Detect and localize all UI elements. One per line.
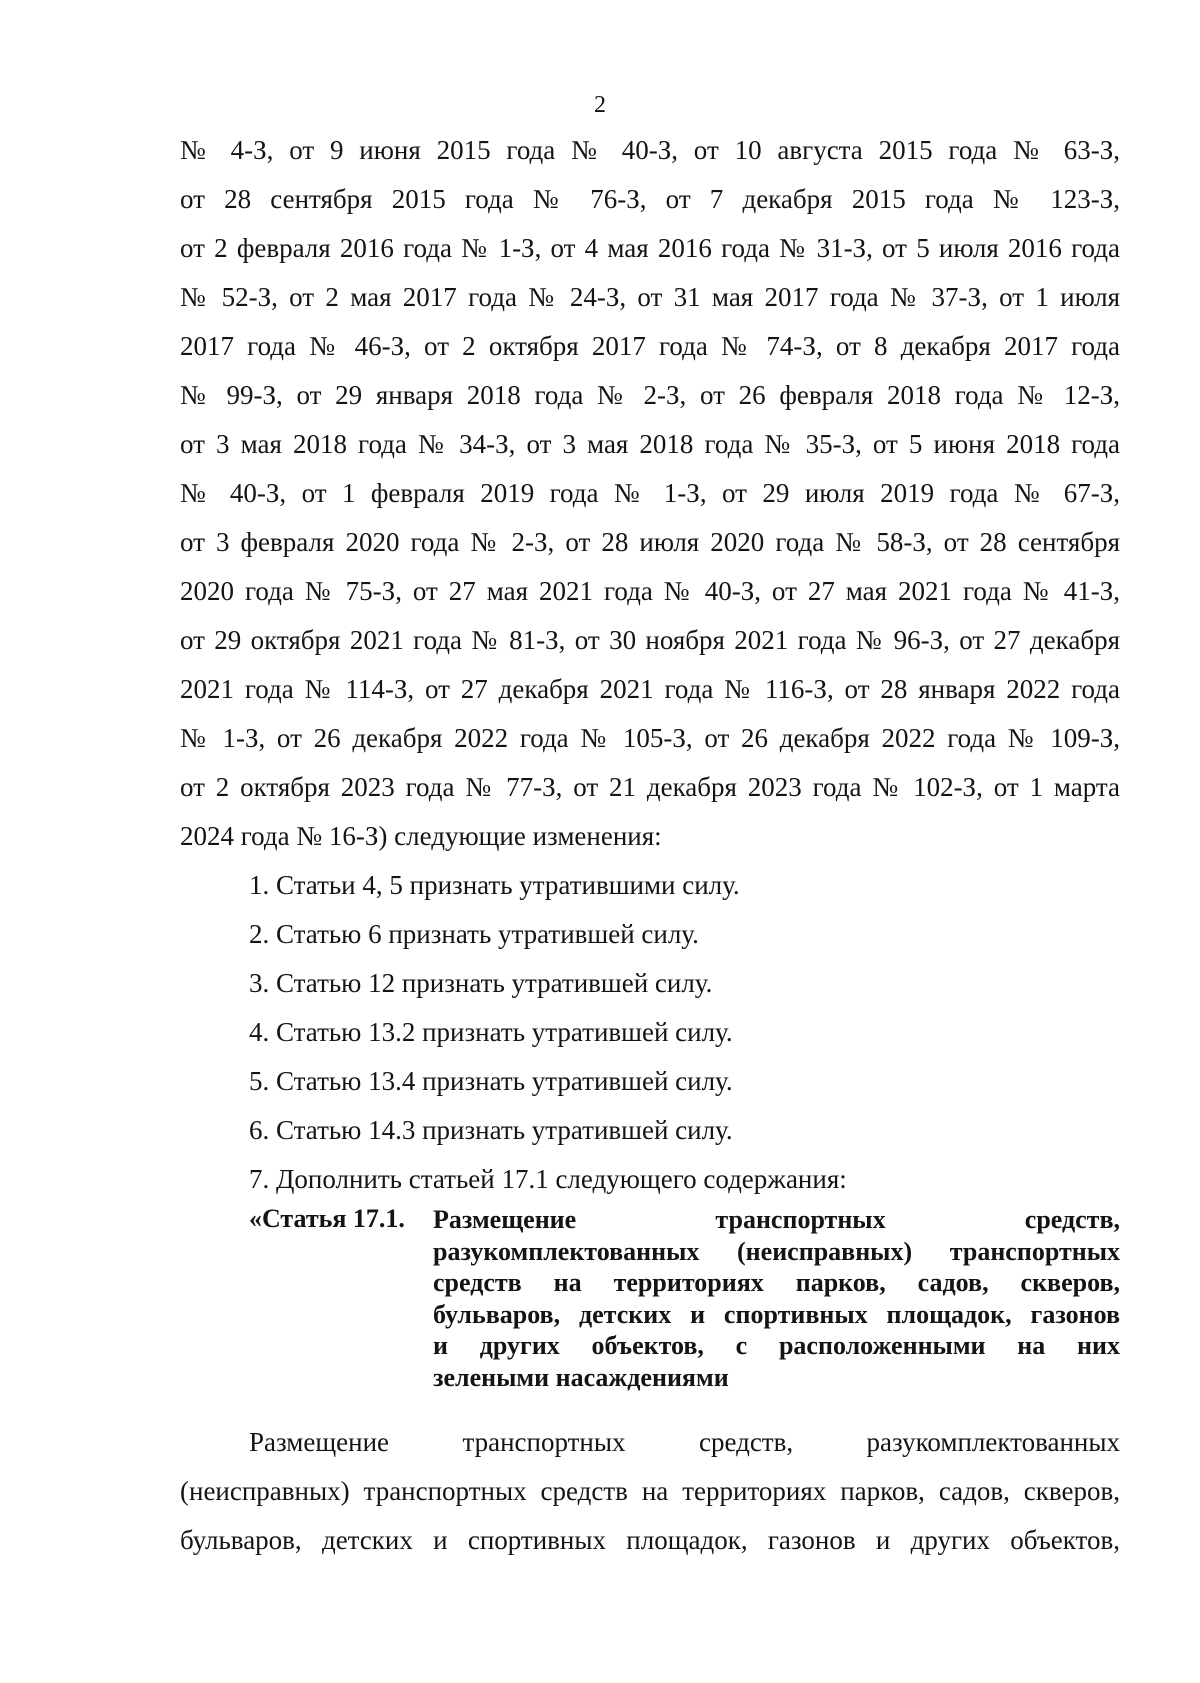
text-line: 2021 года № 114-З, от 27 декабря 2021 года № 116-З, от 28 января 2022 года (180, 674, 1120, 704)
article-title-line: бульваров, детских и спортивных площадок, газонов (433, 1299, 1120, 1329)
text-line: от 2 февраля 2016 года № 1-З, от 4 мая 2016 года № 31-З, от 5 июля 2016 года (180, 233, 1120, 263)
text-line: № 4-З, от 9 июня 2015 года № 40-З, от 10 августа 2015 года № 63-З, (180, 135, 1120, 165)
text-line: № 1-З, от 26 декабря 2022 года № 105-З, от 26 декабря 2022 года № 109-З, (180, 723, 1120, 753)
text-line: № 99-З, от 29 января 2018 года № 2-З, от 26 февраля 2018 года № 12-З, (180, 380, 1120, 410)
article-title-line: средств на территориях парков, садов, скверов, (433, 1268, 1120, 1297)
article-title-line: и других объектов, с расположенными на них (433, 1331, 1120, 1360)
list-item: 3. Статью 12 признать утратившей силу. (249, 968, 713, 998)
text-line: Размещение транспортных средств, разукомплектованных (249, 1427, 1120, 1457)
text-line: № 40-З, от 1 февраля 2019 года № 1-З, от 29 июля 2019 года № 67-З, (180, 478, 1120, 508)
article-title (433, 1204, 1120, 1393)
article-title-line: разукомплектованных (неисправных) транспортных (433, 1236, 1120, 1266)
text-line: от 2 октября 2023 года № 77-З, от 21 декабря 2023 года № 102-З, от 1 марта (180, 772, 1120, 802)
list-item: 4. Статью 13.2 признать утратившей силу. (249, 1017, 733, 1047)
text-line: от 3 мая 2018 года № 34-З, от 3 мая 2018 года № 35-З, от 5 июня 2018 года (180, 429, 1120, 459)
list-item: 7. Дополнить статьей 17.1 следующего содержания: (249, 1164, 847, 1194)
list-item: 6. Статью 14.3 признать утратившей силу. (249, 1115, 733, 1145)
amended-laws-paragraph (180, 126, 1120, 1204)
list-item: 2. Статью 6 признать утратившей силу. (249, 919, 699, 949)
list-item: 1. Статьи 4, 5 признать утратившими силу. (249, 870, 740, 900)
text-line: (неисправных) транспортных средств на территориях парков, садов, скверов, (180, 1476, 1120, 1506)
article-number: «Статья 17.1. (249, 1204, 405, 1233)
text-line: 2020 года № 75-З, от 27 мая 2021 года № 40-З, от 27 мая 2021 года № 41-З, (180, 576, 1120, 606)
text-line: № 52-З, от 2 мая 2017 года № 24-З, от 31 мая 2017 года № 37-З, от 1 июля (180, 282, 1120, 312)
text-line: бульваров, детских и спортивных площадок, газонов и других объектов, (180, 1525, 1120, 1555)
text-line: от 29 октября 2021 года № 81-З, от 30 ноября 2021 года № 96-З, от 27 декабря (180, 625, 1120, 655)
article-title-line: зелеными насаждениями (433, 1362, 729, 1392)
text-line: 2024 года № 16-З) следующие изменения: (180, 821, 662, 851)
list-item: 5. Статью 13.4 признать утратившей силу. (249, 1066, 733, 1096)
page-number: 2 (594, 92, 606, 118)
article-body (180, 1418, 1120, 1565)
text-line: 2017 года № 46-З, от 2 октября 2017 года № 74-З, от 8 декабря 2017 года (180, 331, 1120, 361)
text-line: от 28 сентября 2015 года № 76-З, от 7 декабря 2015 года № 123-З, (180, 184, 1120, 214)
text-line: от 3 февраля 2020 года № 2-З, от 28 июля 2020 года № 58-З, от 28 сентября (180, 527, 1120, 557)
article-title-line: Размещение транспортных средств, (433, 1205, 1120, 1234)
article-heading (249, 1204, 1120, 1393)
